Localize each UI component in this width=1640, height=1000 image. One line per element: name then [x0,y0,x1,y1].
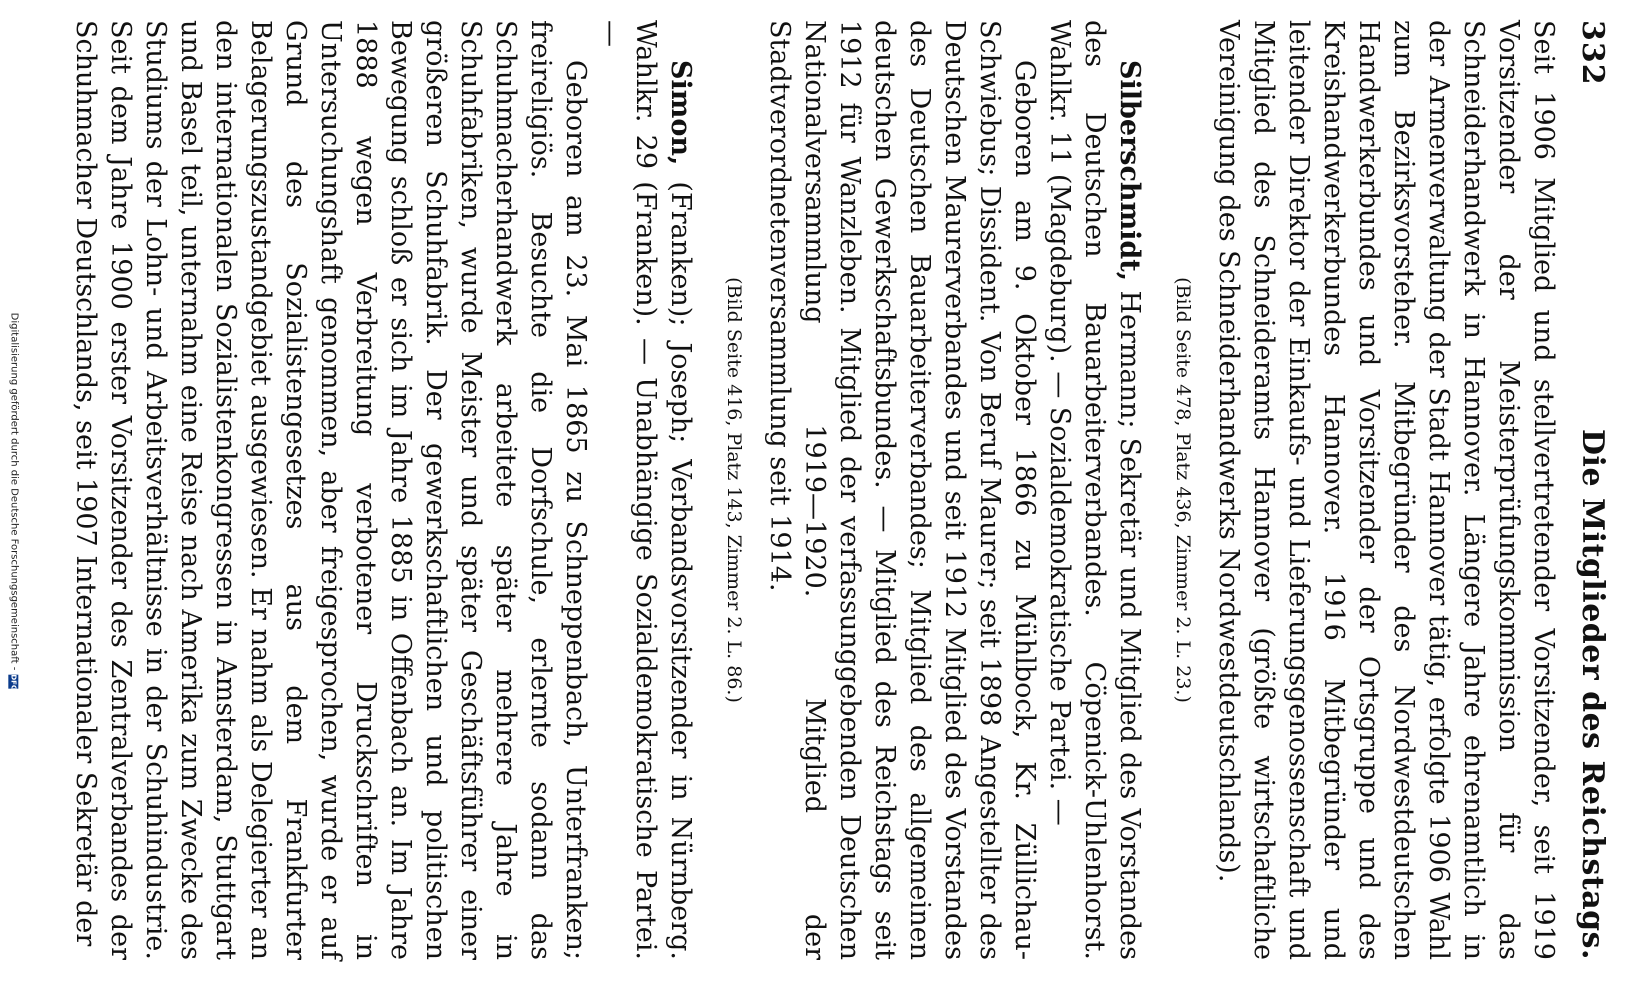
entry-biography: Geboren am 9. Oktober 1866 zu Mühlbock, Kr. Züllichau-Schwiebus; Dissident. Von Beruf Maurer; seit 1898 Angestellter des Deutschen Maurerverbandes und seit 1912 Mitglied des Vorstandes des Deutschen Bauarbeiterverbandes; Mitglied des allgemeinen deutschen Gewerkschaftsbundes. — Mitglied des Reichstags seit 1912 für Wanzleben. Mitglied der verfassunggebenden Deutschen Nationalversammlung 1919—1920. Mitglied der Stadtverordnetenversammlung seit 1914. [764,20,1040,960]
entry-name: Silberschmidt, [1114,60,1145,282]
entry-heading-paragraph [1042,20,1147,960]
photo-note: (Bild Seite 416, Platz 143, Zimmer 2. L. 86.) [723,277,745,703]
page-header [1575,20,1610,960]
running-title: Die Mitglieder des Reichstags. [1575,429,1610,960]
entry-silberschmidt [720,20,1147,960]
photo-note: (Bild Seite 478, Platz 436, Zimmer 2. L. 23.) [1172,277,1194,703]
entry-biography: Geboren am 23. Mai 1865 zu Schneppenbach, Unterfranken; freireligiös. Besuchte die Dorfschule, erlernte sodann das Schuhmacherhandwerk arbeitete später mehrere Jahre in Schuhfabriken, wurde Meister und später Geschäftsführer einer größeren Schuhfabrik. Der gewerkschaftlichen und politischen Bewegung schloß er sich im Jahre 1885 in Offenbach an. Im Jahre 1888 wegen Verbreitung verbotener Druckschriften in Untersuchungshaft genommen, aber freigesprochen, wurde er auf Grund des Sozialistengesetzes aus dem Frankfurter Belagerungszustandgebiet ausgewiesen. Er nahm als Delegierter an den internationalen Sozialistenkongressen in Amsterdam, Stuttgart und Basel teil, unternahm eine Reise nach Amerika zum Zwecke des Studiums der Lohn- und Arbeitsverhältnisse in der Schuhindustrie. Seit dem Jahre 1900 erster Vorsitzender des Zentralverbandes der Schuhmacher Deutschlands, seit 1907 Internationaler Sekretär der [70,20,591,960]
entry-name: Simon, [665,60,696,166]
continued-entry-text: Seit 1906 Mitglied und stellvertretender Vorsitzender, seit 1919 Vorsitzender der Meisterprüfungskommission für das Schneiderhandwerk in Hannover. Längere Jahre ehrenamtlich in der Armenverwaltung der Stadt Hannover tätig, erfolgte 1906 Wahl zum Bezirksvorsteher. Mitbegründer des Nordwestdeutschen Handwerkerbundes und Vorsitzender der Ortsgruppe und des Kreishandwerkerbundes Hannover. 1916 Mitbegründer und leitender Direktor der Einkaufs- und Lieferungsgenossenschaft und Mitglied des Schneideramts Hannover (größte wirtschaftliche Vereinigung des Schneiderhandwerks Nordwestdeutschlands). [1213,20,1559,960]
page-number: 332 [1575,20,1610,86]
entry-heading-paragraph [593,20,698,960]
entry-simon [68,20,698,960]
dfg-logo: DFG [10,673,19,691]
entry-intro: (Franken); Joseph; Verbandsvorsitzender in Nürnberg. Wahlkr. 29 (Franken). — Unabhängige Sozialdemokratische Partei. — [595,20,696,960]
credit-text: Digitalisierung gefördert durch die Deutsche Forschungsgemeinschaft - [8,312,20,670]
page-content [30,20,1610,960]
entry-intro: Hermann; Sekretär und Mitglied des Vorstandes des Deutschen Bauarbeiterverbandes. Cöpenick-Uhlenhorst. Wahlkr. 11 (Magdeburg). — Sozialdemokratische Partei. — [1044,20,1145,960]
